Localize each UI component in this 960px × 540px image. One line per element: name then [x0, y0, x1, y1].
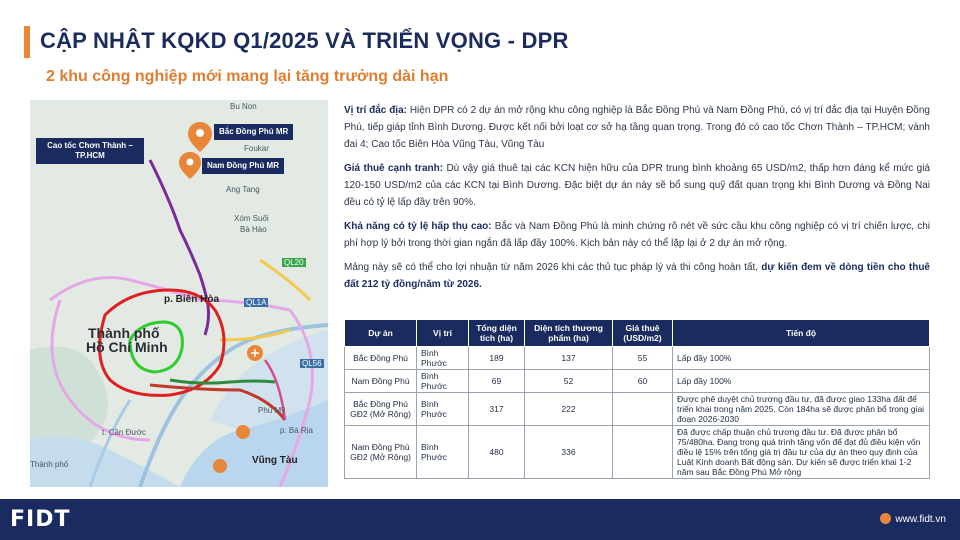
- col-progress: Tiến độ: [673, 320, 930, 347]
- road-ql1a: QL1A: [246, 298, 267, 307]
- cell-location: Bình Phước: [417, 426, 469, 479]
- cell-total-area: 69: [469, 370, 525, 393]
- location-map[interactable]: [30, 100, 328, 487]
- text-outlook: Mảng này sẽ có thể cho lợi nhuận từ năm 2026 khi các thủ tục pháp lý và thi công hoàn tất,: [344, 262, 762, 273]
- place-ba-ria: p. Bà Rịa: [280, 426, 313, 435]
- table-header-row: [345, 320, 930, 347]
- place-vung-tau: Vũng Tàu: [252, 455, 298, 466]
- website-link[interactable]: [880, 513, 946, 525]
- cell-commercial-area: 222: [525, 393, 613, 426]
- col-commercial-area: Diện tích thương phẩm (ha): [525, 320, 613, 347]
- cell-progress: Lấp đầy 100%: [673, 370, 930, 393]
- text-absorption: Bắc và Nam Đồng Phú là minh chứng rõ nét về sức cầu khu công nghiệp có vị trí chiến lược, chi phí hợp lý bởi trong thời gian ngắn đã lấp đầy 100%. Kịch bản này có thể lặp lại ở 2 dự án mở rộng.: [344, 221, 931, 249]
- cell-commercial-area: 52: [525, 370, 613, 393]
- cell-project: Bắc Đồng Phú GĐ2 (Mở Rộng): [345, 393, 417, 426]
- cell-project: Nam Đồng Phú: [345, 370, 417, 393]
- cell-location: Bình Phước: [417, 347, 469, 370]
- highway-callout: Cao tốc Chơn Thành – TP.HCM: [36, 138, 144, 164]
- cell-rent-price: 55: [613, 347, 673, 370]
- place-foukar: Foukar: [244, 144, 269, 153]
- col-total-area: Tổng diện tích (ha): [469, 320, 525, 347]
- table-row: [345, 370, 930, 393]
- label-price: Giá thuê cạnh tranh:: [344, 163, 444, 174]
- cell-commercial-area: 137: [525, 347, 613, 370]
- cell-location: Bình Phước: [417, 370, 469, 393]
- place-ang-tang: Ang Tang: [226, 185, 260, 194]
- place-thanh-pho: Thành phố: [30, 460, 69, 469]
- cell-rent-price: [613, 426, 673, 479]
- globe-icon: [880, 513, 891, 524]
- cell-progress: Đã được chấp thuận chủ trương đầu tư. Đã được phân bổ 75/480ha. Đang trong quá trình tăng vốn để đạt đủ điều kiện vốn điều lệ 15% trên tổng giá trị đầu tư của dự án theo quy định của Luật Kinh doanh Bất động sản. Dự kiến sẽ được triển khai 1-2 năm sau Bắc Đồng Phú Mở rộng: [673, 426, 930, 479]
- table-row: [345, 347, 930, 370]
- place-ba-hao: Bà Hào: [240, 225, 267, 234]
- label-location: Vị trí đắc địa:: [344, 105, 407, 116]
- place-hcm-line1: Thành phố: [88, 325, 160, 341]
- page-title: CẬP NHẬT KQKD Q1/2025 VÀ TRIỂN VỌNG - DPR: [40, 28, 569, 53]
- projects-table: [344, 319, 930, 479]
- col-rent-price: Giá thuê (USD/m2): [613, 320, 673, 347]
- content-text: [344, 102, 930, 300]
- footer-bar: [0, 499, 960, 540]
- paragraph-location: [344, 102, 930, 153]
- label-absorption: Khả năng có tỷ lệ hấp thụ cao:: [344, 221, 492, 232]
- col-project: Dự án: [345, 320, 417, 347]
- bac-dong-phu-callout: Bắc Đồng Phú MR: [214, 124, 293, 140]
- col-location: Vị trí: [417, 320, 469, 347]
- title-accent-bar: [24, 26, 30, 58]
- cell-commercial-area: 336: [525, 426, 613, 479]
- place-bu-non: Bu Non: [230, 102, 257, 111]
- cell-progress: Được phê duyệt chủ trương đầu tư, đã được giao 133ha đất để triển khai trong năm 2025. Còn 184ha sẽ được phân bổ trong giai đoạn 2026-2030: [673, 393, 930, 426]
- text-location: Hiện DPR có 2 dự án mở rộng khu công nghiệp là Bắc Đồng Phú và Nam Đồng Phú, có vị trí đắc địa tại Huyện Đồng Phú, tiếp giáp tỉnh Bình Dương. Được kết nối bởi loạt cơ sở hạ tầng quan trọng. Trong đó có cao tốc Chơn Thành – TP.HCM; vành đai 4; Cao tốc Biên Hòa Vũng Tàu, Vũng Tàu: [344, 105, 930, 150]
- website-text: www.fidt.vn: [895, 514, 946, 525]
- cell-location: Bình Phước: [417, 393, 469, 426]
- cell-rent-price: [613, 393, 673, 426]
- paragraph-outlook: [344, 259, 930, 293]
- place-xom-suoi: Xóm Suối: [234, 214, 269, 223]
- table-row: [345, 393, 930, 426]
- road-ql56: QL56: [302, 359, 322, 368]
- cell-project: Bắc Đồng Phú: [345, 347, 417, 370]
- place-bien-hoa: p. Biên Hòa: [164, 294, 220, 305]
- text-price: Dù vậy giá thuê tại các KCN hiện hữu của DPR trung bình khoảng 65 USD/m2, thấp hơn đáng kể mức giá 120-150 USD/m2 của các KCN tại Bình Dương. Đặc biệt dự án này sẽ bổ sung quỹ đất quan trọng khi Bình Dương và Đồng Nai đều có tỷ lệ lấp đầy trên 90%.: [344, 163, 930, 208]
- cell-rent-price: 60: [613, 370, 673, 393]
- bold-outlook: dự kiến đem về dòng tiền cho thuê đất 212 tỷ đồng/năm từ 2026.: [344, 262, 930, 290]
- page-subtitle: 2 khu công nghiệp mới mang lại tăng trưởng dài hạn: [46, 68, 449, 85]
- cell-total-area: 480: [469, 426, 525, 479]
- place-phu-my: Phú Mỹ: [258, 406, 286, 415]
- paragraph-price: [344, 160, 930, 211]
- paragraph-absorption: [344, 218, 930, 252]
- cell-progress: Lấp đầy 100%: [673, 347, 930, 370]
- cell-project: Nam Đồng Phú GĐ2 (Mở Rộng): [345, 426, 417, 479]
- nam-dong-phu-callout: Nam Đồng Phú MR: [202, 158, 284, 174]
- place-hcm-line2: Hồ Chí Minh: [86, 339, 168, 355]
- place-can-duoc: t. Cần Đước: [102, 428, 146, 437]
- table-row: [345, 426, 930, 479]
- road-ql20: QL20: [284, 258, 304, 267]
- fidt-logo[interactable]: FIDT: [10, 507, 71, 532]
- cell-total-area: 189: [469, 347, 525, 370]
- cell-total-area: 317: [469, 393, 525, 426]
